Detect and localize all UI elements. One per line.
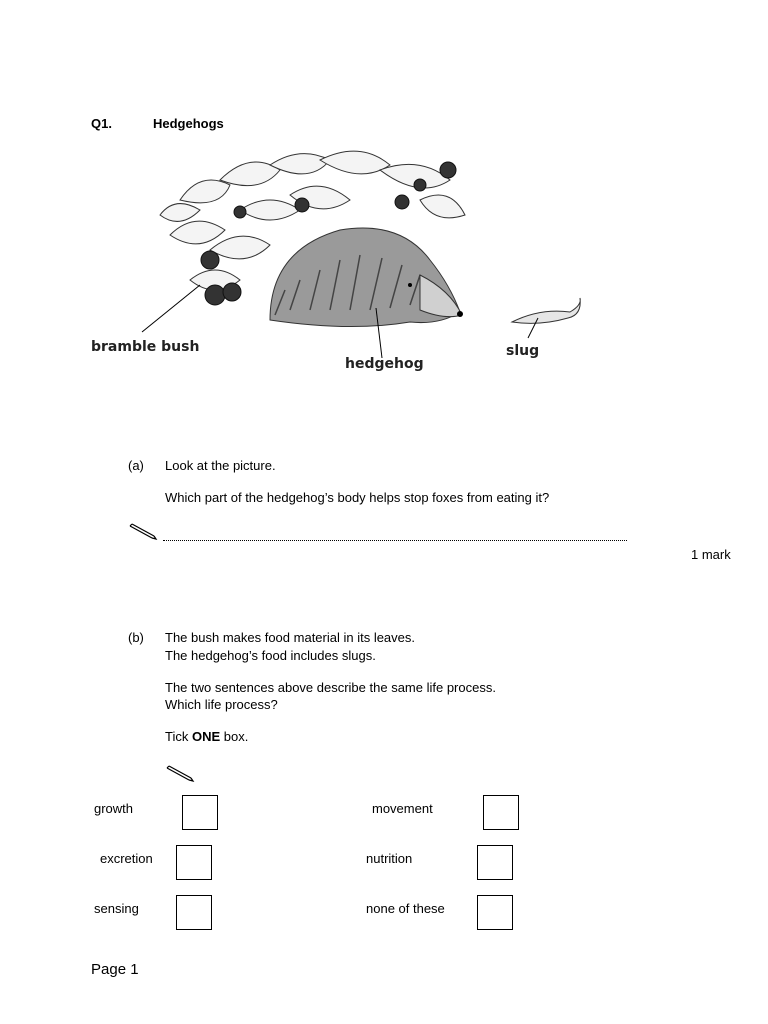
answer-line-a[interactable]: [163, 532, 627, 541]
option-label-nutrition: nutrition: [366, 851, 413, 866]
option-label-movement: movement: [372, 801, 433, 816]
part-a-letter: (a): [128, 458, 144, 473]
option-label-sensing: sensing: [94, 901, 139, 916]
checkbox-nutrition[interactable]: [477, 845, 513, 880]
checkbox-excretion[interactable]: [176, 845, 212, 880]
option-label-none-of-these: none of these: [366, 901, 445, 916]
part-b-line2: The hedgehog’s food includes slugs.: [165, 648, 376, 663]
option-label-excretion: excretion: [100, 851, 153, 866]
question-number: Q1.: [91, 116, 112, 131]
pencil-icon: [128, 522, 158, 542]
checkbox-movement[interactable]: [483, 795, 519, 830]
checkbox-none-of-these[interactable]: [477, 895, 513, 930]
option-label-growth: growth: [94, 801, 134, 816]
tick-pre: Tick: [165, 729, 192, 744]
part-b-line1: The bush makes food material in its leaves.: [165, 630, 416, 645]
tick-post: box.: [220, 729, 249, 744]
hedgehog-label: hedgehog: [345, 356, 424, 372]
bramble-bush-label: bramble bush: [91, 339, 200, 355]
hedgehog-icon: [270, 228, 463, 327]
part-b-letter: (b): [128, 630, 144, 645]
part-b-line4: Which life process?: [165, 697, 278, 712]
part-a-line2: Which part of the hedgehog’s body helps stop foxes from eating it?: [165, 490, 550, 505]
part-a-mark: 1 mark: [691, 547, 731, 562]
part-a-line1: Look at the picture.: [165, 458, 276, 473]
checkbox-growth[interactable]: [182, 795, 218, 830]
tick-one: ONE: [191, 729, 221, 744]
pencil-icon: [165, 764, 195, 784]
page-number: Page 1: [91, 961, 139, 978]
part-b-line3: The two sentences above describe the same life process.: [165, 680, 496, 695]
checkbox-sensing[interactable]: [176, 895, 212, 930]
slug-label: slug: [506, 343, 540, 359]
slug-icon: [512, 298, 580, 323]
tick-instruction: [165, 729, 248, 744]
question-title: Hedgehogs: [153, 116, 224, 131]
